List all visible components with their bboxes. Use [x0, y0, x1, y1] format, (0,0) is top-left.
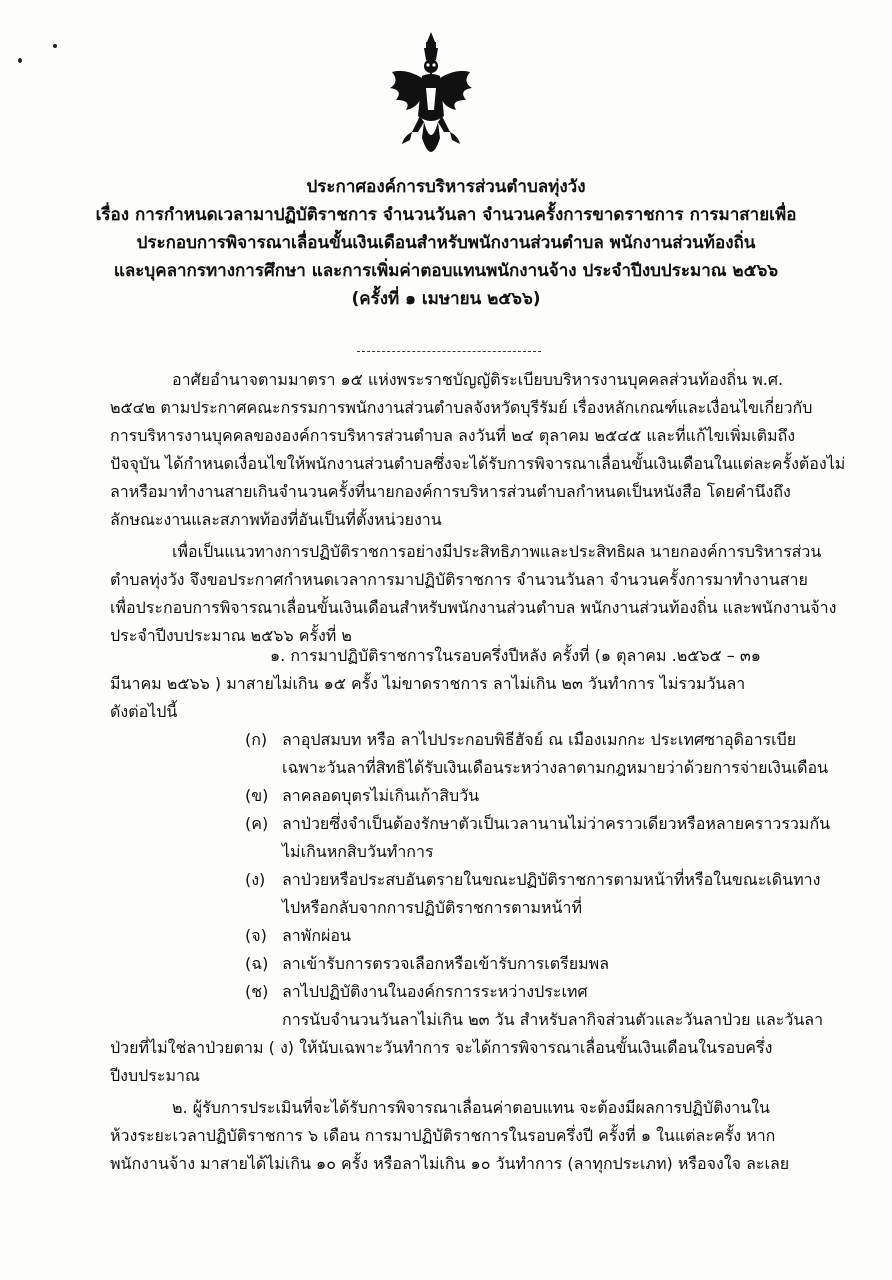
item-mark: (จ): [245, 926, 267, 945]
item-text: ลาไปปฏิบัติงานในองค์กรการระหว่างประเทศ: [282, 982, 588, 1001]
body-line: การบริหารงานบุคคลขององค์การบริหารส่วนตำบล ลงวันที่ ๒๔ ตุลาคม ๒๕๔๕ และที่แก้ไขเพิ่มเติมถึง: [110, 426, 796, 445]
item-text: ไปหรือกลับจากการปฏิบัติราชการตามหน้าที่: [282, 898, 582, 917]
item-mark: (ค): [245, 814, 269, 833]
body-line: ลักษณะงานและสภาพท้องที่อันเป็นที่ตั้งหน่วยงาน: [110, 510, 442, 529]
item-text: ลาเข้ารับการตรวจเลือกหรือเข้ารับการเตรียมพล: [282, 954, 609, 973]
item-text: ไม่เกินหกสิบวันทำการ: [282, 842, 434, 861]
scan-speck: [18, 58, 22, 63]
item-mark: (ฉ): [245, 954, 269, 973]
body-line: อาศัยอำนาจตามมาตรา ๑๕ แห่งพระราชบัญญัติระเบียบบริหารงานบุคคลส่วนท้องถิ่น พ.ศ.: [172, 370, 784, 389]
item-mark: (ก): [245, 730, 268, 749]
item-text: ลาพักผ่อน: [282, 926, 351, 945]
scan-speck: [53, 44, 57, 48]
body-line: ปีงบประมาณ: [110, 1066, 200, 1085]
item-mark: (ช): [245, 982, 269, 1001]
item-text: ลาป่วยซึ่งจำเป็นต้องรักษาตัวเป็นเวลานานไม่ว่าคราวเดียวหรือหลายคราวรวมกัน: [282, 814, 831, 833]
section-2-line: พนักงานจ้าง มาสายได้ไม่เกิน ๑๐ ครั้ง หรือลาไม่เกิน ๑๐ วันทำการ (ลาทุกประเภท) หรือจงใจ ละเลย: [110, 1154, 790, 1173]
subject-line: และบุคลากรทางการศึกษา และการเพิ่มค่าตอบแทนพนักงานจ้าง ประจำปีงบประมาณ ๒๕๖๖: [113, 261, 779, 281]
body-line: ลาหรือมาทำงานสายเกินจำนวนครั้งที่นายกองค์การบริหารส่วนตำบลกำหนดเป็นหนังสือ โดยคำนึงถึง: [110, 482, 791, 501]
body-line: ปัจจุบัน ได้กำหนดเงื่อนไขให้พนักงานส่วนตำบลซึ่งจะได้รับการพิจารณาเลื่อนขั้นเงินเดือนในแต่ละครั้งต้องไม่: [110, 454, 846, 473]
body-line: การนับจำนวนวันลาไม่เกิน ๒๓ วัน สำหรับลากิจส่วนตัวและวันลาป่วย และวันลา: [282, 1010, 824, 1029]
subject-line: เรื่อง การกำหนดเวลามาปฏิบัติราชการ จำนวนวันลา จำนวนครั้งการขาดราชการ การมาสายเพื่อ: [95, 205, 797, 225]
body-line: ตำบลทุ่งวัง จึงขอประกาศกำหนดเวลาการมาปฏิบัติราชการ จำนวนวันลา จำนวนครั้งการมาทำงานสาย: [110, 570, 808, 589]
garuda-emblem: [382, 30, 480, 168]
divider: [357, 351, 541, 352]
item-text: ลาคลอดบุตรไม่เกินเก้าสิบวัน: [282, 786, 480, 805]
item-text: ลาอุปสมบท หรือ ลาไปประกอบพิธีฮัจย์ ณ เมืองเมกกะ ประเทศซาอุดิอารเบีย: [282, 730, 797, 749]
item-mark: (ง): [245, 870, 266, 889]
subject-line: ประกอบการพิจารณาเลื่อนขั้นเงินเดือนสำหรับพนักงานส่วนตำบล พนักงานส่วนท้องถิ่น: [136, 233, 756, 253]
section-2-line: ห้วงระยะเวลาปฏิบัติราชการ ๖ เดือน การมาปฏิบัติราชการในรอบครึ่งปี ครั้งที่ ๑ ในแต่ละครั้ง หาก: [110, 1126, 776, 1145]
item-mark: (ข): [245, 786, 269, 805]
section-1-line: ดังต่อไปนี้: [110, 702, 178, 721]
body-line: เพื่อประกอบการพิจารณาเลื่อนขั้นเงินเดือนสำหรับพนักงานส่วนตำบล พนักงานส่วนท้องถิ่น และพนักงานจ้าง: [110, 598, 837, 617]
body-line: เพื่อเป็นแนวทางการปฏิบัติราชการอย่างมีประสิทธิภาพและประสิทธิผล นายกองค์การบริหารส่วน: [172, 542, 822, 561]
item-text: ลาป่วยหรือประสบอันตรายในขณะปฏิบัติราชการตามหน้าที่หรือในขณะเดินทาง: [282, 870, 821, 889]
section-1-line: มีนาคม ๒๕๖๖ ) มาสายไม่เกิน ๑๕ ครั้ง ไม่ขาดราชการ ลาไม่เกิน ๒๓ วันทำการ ไม่รวมวันลา: [110, 674, 746, 693]
item-text: เฉพาะวันลาที่สิทธิได้รับเงินเดือนระหว่างลาตามกฎหมายว่าด้วยการจ่ายเงินเดือน: [282, 758, 829, 777]
body-line: ป่วยที่ไม่ใช่ลาป่วยตาม ( ง) ให้นับเฉพาะวันทำการ จะได้การพิจารณาเลื่อนขั้นเงินเดือนในรอบครึ่ง: [110, 1038, 773, 1057]
body-line: ๒๕๔๒ ตามประกาศคณะกรรมการพนักงานส่วนตำบลจังหวัดบุรีรัมย์ เรื่องหลักเกณฑ์และเงื่อนไขเกี่ยวกับ: [110, 398, 813, 417]
section-1-line: ๑. การมาปฏิบัติราชการในรอบครึ่งปีหลัง ครั้งที่ (๑ ตุลาคม .๒๕๖๕ – ๓๑: [270, 646, 761, 665]
section-2-line: ๒. ผู้รับการประเมินที่จะได้รับการพิจารณาเลื่อนค่าตอบแทน จะต้องมีผลการปฏิบัติงานใน: [172, 1098, 770, 1117]
body-line: ประจำปีงบประมาณ ๒๕๖๖ ครั้งที่ ๒: [110, 626, 352, 645]
org-title: ประกาศองค์การบริหารส่วนตำบลทุ่งวัง: [306, 177, 586, 197]
round-line: (ครั้งที่ ๑ เมษายน ๒๕๖๖): [351, 289, 541, 309]
